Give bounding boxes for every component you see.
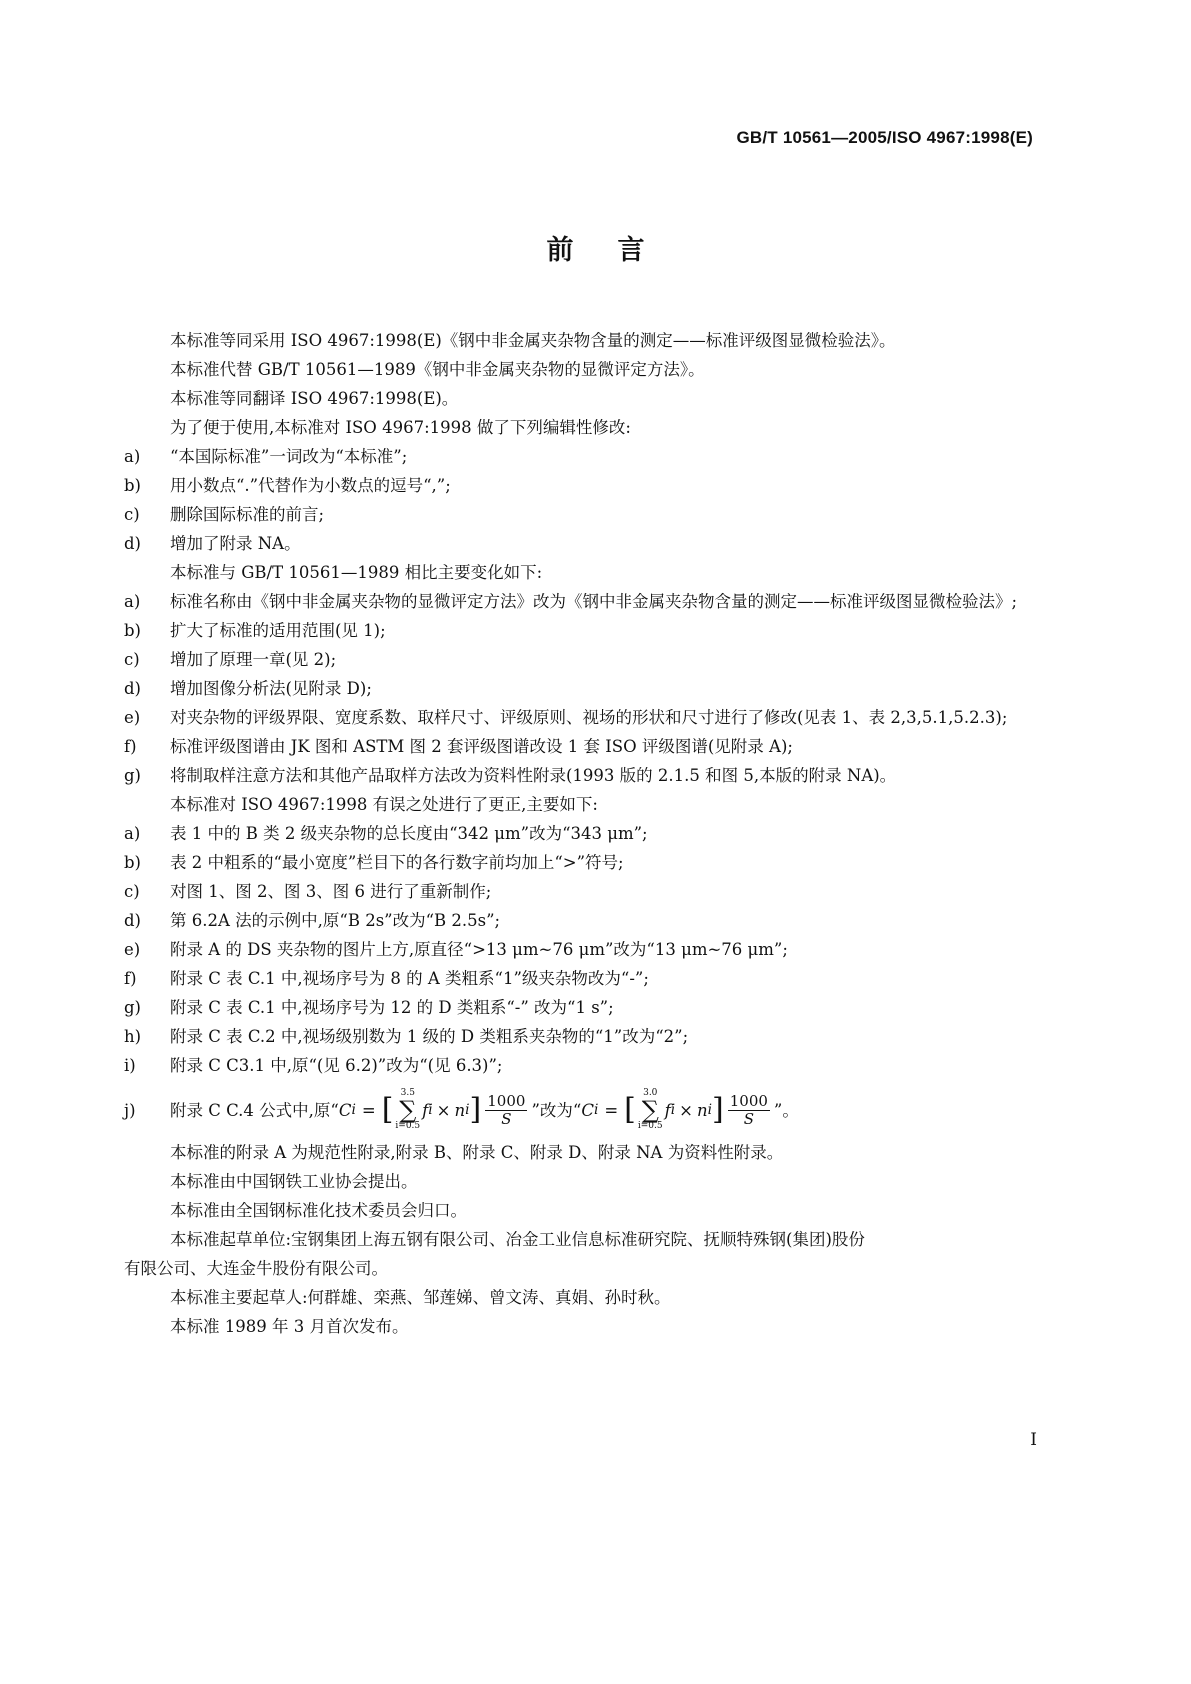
formula-subscript: i bbox=[465, 1101, 470, 1118]
list-item bbox=[124, 761, 1067, 790]
list-marker: b) bbox=[124, 476, 141, 495]
list-text: 标准名称由《钢中非金属夹杂物的显微评定方法》改为《钢中非金属夹杂物含量的测定——标准评级图显微检验法》; bbox=[170, 592, 1018, 611]
list-text: 删除国际标准的前言; bbox=[170, 505, 325, 524]
list-text: 增加了原理一章(见 2); bbox=[170, 650, 337, 669]
formula-subscript: i bbox=[707, 1101, 713, 1118]
paragraph: 本标准起草单位:宝钢集团上海五钢有限公司、冶金工业信息标准研究院、抚顺特殊钢(集团)股份 bbox=[170, 1230, 865, 1249]
formula-times: × bbox=[679, 1100, 693, 1120]
list-text: 第 6.2A 法的示例中,原“B 2s”改为“B 2.5s”; bbox=[170, 911, 501, 930]
formula-variable: n bbox=[454, 1100, 466, 1120]
formula-equals: = bbox=[361, 1100, 376, 1120]
paragraph: 本标准的附录 A 为规范性附录,附录 B、附录 C、附录 D、附录 NA 为资料性附录。 bbox=[170, 1143, 784, 1162]
list-text: 附录 C 表 C.2 中,视场级别数为 1 级的 D 类粗系夹杂物的“1”改为“2”; bbox=[170, 1027, 689, 1046]
formula-variable: f bbox=[422, 1100, 429, 1120]
summation-upper-limit: 3.0 bbox=[643, 1088, 658, 1098]
paragraph: 本标准由全国钢标准化技术委员会归口。 bbox=[170, 1201, 467, 1220]
list-item bbox=[124, 674, 1067, 703]
list-item bbox=[124, 616, 1067, 645]
list-item bbox=[124, 529, 1067, 558]
sigma-symbol: ∑ bbox=[399, 1096, 417, 1124]
paragraph: 本标准等同翻译 ISO 4967:1998(E)。 bbox=[170, 389, 459, 408]
list-marker: e) bbox=[124, 940, 141, 959]
list-text: 扩大了标准的适用范围(见 1); bbox=[170, 621, 386, 640]
list-item bbox=[124, 935, 1067, 964]
list-text: 对夹杂物的评级界限、宽度系数、取样尺寸、评级原则、视场的形状和尺寸进行了修改(见表 1、表 2,3,5.1,5.2.3); bbox=[170, 708, 1008, 727]
formula-bracket: [ bbox=[624, 1092, 636, 1127]
list-marker: a) bbox=[124, 824, 141, 843]
page-title: 前言 bbox=[546, 235, 689, 266]
list-item bbox=[124, 964, 1067, 993]
summation-lower-limit: i=0.5 bbox=[637, 1121, 663, 1131]
formula-subscript: i bbox=[351, 1101, 356, 1118]
list-marker: f) bbox=[124, 737, 137, 756]
summation bbox=[395, 1089, 420, 1131]
old-formula bbox=[339, 1089, 532, 1131]
list-marker: d) bbox=[124, 679, 141, 698]
summation-lower-limit: i=0.5 bbox=[395, 1121, 421, 1131]
standard-number-header: GB/T 10561—2005/ISO 4967:1998(E) bbox=[736, 128, 1033, 147]
formula-bracket: [ bbox=[381, 1092, 394, 1127]
list-text: “本国际标准”一词改为“本标准”; bbox=[170, 447, 408, 466]
new-formula bbox=[581, 1089, 774, 1131]
paragraph: 为了便于使用,本标准对 ISO 4967:1998 做了下列编辑性修改: bbox=[170, 418, 631, 437]
list-item bbox=[124, 877, 1067, 906]
list-item bbox=[124, 848, 1067, 877]
formula-variable: n bbox=[696, 1100, 708, 1120]
formula-list-item bbox=[124, 1082, 1067, 1138]
formula-bracket: ] bbox=[469, 1092, 482, 1127]
list-item bbox=[124, 500, 1067, 529]
paragraph: 本标准由中国钢铁工业协会提出。 bbox=[170, 1172, 418, 1191]
formula-prefix-text: 附录 C C.4 公式中,原“ bbox=[170, 1100, 339, 1120]
list-text: 将制取样注意方法和其他产品取样方法改为资料性附录(1993 版的 2.1.5 和图 5,本版的附录 NA)。 bbox=[170, 766, 897, 785]
formula-variable: f bbox=[664, 1100, 671, 1120]
list-text: 对图 1、图 2、图 3、图 6 进行了重新制作; bbox=[170, 882, 492, 901]
list-item bbox=[124, 703, 1067, 732]
list-marker: j) bbox=[124, 1100, 136, 1120]
list-marker: a) bbox=[124, 592, 141, 611]
list-item bbox=[124, 442, 1067, 471]
list-text: 增加图像分析法(见附录 D); bbox=[170, 679, 372, 698]
list-marker: g) bbox=[124, 998, 141, 1017]
list-text: 表 2 中粗系的“最小宽度”栏目下的各行数字前均加上“>”符号; bbox=[170, 853, 624, 872]
list-marker: c) bbox=[124, 882, 140, 901]
formula-bracket: ] bbox=[712, 1092, 724, 1127]
list-marker: d) bbox=[124, 911, 141, 930]
list-marker: c) bbox=[124, 650, 140, 669]
paragraph-continuation: 有限公司、大连金牛股份有限公司。 bbox=[124, 1259, 388, 1278]
list-text: 附录 C 表 C.1 中,视场序号为 8 的 A 类粗系“1”级夹杂物改为“-”; bbox=[170, 969, 649, 988]
list-marker: h) bbox=[124, 1027, 142, 1046]
list-text: 用小数点“.”代替作为小数点的逗号“,”; bbox=[170, 476, 451, 495]
summation-upper-limit: 3.5 bbox=[400, 1088, 415, 1098]
formula-subscript: i bbox=[593, 1101, 599, 1118]
list-item bbox=[124, 1022, 1067, 1051]
page-number: I bbox=[1030, 1430, 1037, 1450]
formula-equals: = bbox=[604, 1100, 619, 1120]
list-item bbox=[124, 471, 1067, 500]
paragraph: 本标准主要起草人:何群雄、栾燕、邹莲娣、曾文涛、真娟、孙时秋。 bbox=[170, 1288, 671, 1307]
fraction-denominator: S bbox=[743, 1109, 754, 1128]
list-marker: f) bbox=[124, 969, 137, 988]
formula-suffix-text: ”。 bbox=[773, 1100, 799, 1120]
paragraph: 本标准与 GB/T 10561—1989 相比主要变化如下: bbox=[170, 563, 543, 582]
list-item bbox=[124, 906, 1067, 935]
formula-times: × bbox=[436, 1100, 451, 1120]
list-text: 增加了附录 NA。 bbox=[170, 534, 301, 553]
list-text: 附录 A 的 DS 夹杂物的图片上方,原直径“>13 μm~76 μm”改为“13 μm~76 μm”; bbox=[170, 940, 788, 959]
formula-subscript: i bbox=[670, 1101, 676, 1118]
formula-subscript: i bbox=[428, 1101, 433, 1118]
list-item bbox=[124, 1051, 1067, 1080]
list-text: 表 1 中的 B 类 2 级夹杂物的总长度由“342 μm”改为“343 μm”; bbox=[170, 824, 648, 843]
formula-mid-text: ”改为“ bbox=[531, 1100, 582, 1120]
list-item bbox=[124, 993, 1067, 1022]
paragraph: 本标准 1989 年 3 月首次发布。 bbox=[170, 1317, 409, 1336]
fraction bbox=[485, 1093, 527, 1127]
fraction-denominator: S bbox=[501, 1109, 512, 1128]
fraction-numerator: 1000 bbox=[729, 1092, 768, 1110]
formula-variable: C bbox=[338, 1100, 352, 1120]
list-item bbox=[124, 587, 1067, 616]
foreword-body bbox=[124, 326, 1067, 1341]
list-marker: e) bbox=[124, 708, 141, 727]
list-item bbox=[124, 732, 1067, 761]
formula-variable: C bbox=[581, 1100, 594, 1120]
list-marker: b) bbox=[124, 853, 141, 872]
list-item bbox=[124, 819, 1067, 848]
list-text: 附录 C 表 C.1 中,视场序号为 12 的 D 类粗系“-” 改为“1 s”; bbox=[170, 998, 614, 1017]
list-marker: i) bbox=[124, 1056, 136, 1075]
list-marker: d) bbox=[124, 534, 141, 553]
list-marker: b) bbox=[124, 621, 141, 640]
fraction bbox=[728, 1093, 770, 1127]
list-text: 标准评级图谱由 JK 图和 ASTM 图 2 套评级图谱改设 1 套 ISO 评级图谱(见附录 A); bbox=[170, 737, 793, 756]
sigma-symbol: ∑ bbox=[641, 1096, 659, 1124]
paragraph: 本标准对 ISO 4967:1998 有误之处进行了更正,主要如下: bbox=[170, 795, 598, 814]
fraction-numerator: 1000 bbox=[487, 1092, 526, 1110]
list-marker: g) bbox=[124, 766, 141, 785]
list-marker: c) bbox=[124, 505, 140, 524]
list-item bbox=[124, 645, 1067, 674]
summation bbox=[638, 1089, 663, 1131]
paragraph: 本标准等同采用 ISO 4967:1998(E)《钢中非金属夹杂物含量的测定——标准评级图显微检验法》。 bbox=[170, 331, 896, 350]
paragraph: 本标准代替 GB/T 10561—1989《钢中非金属夹杂物的显微评定方法》。 bbox=[170, 360, 705, 379]
list-text: 附录 C C3.1 中,原“(见 6.2)”改为“(见 6.3)”; bbox=[170, 1056, 503, 1075]
list-marker: a) bbox=[124, 447, 141, 466]
